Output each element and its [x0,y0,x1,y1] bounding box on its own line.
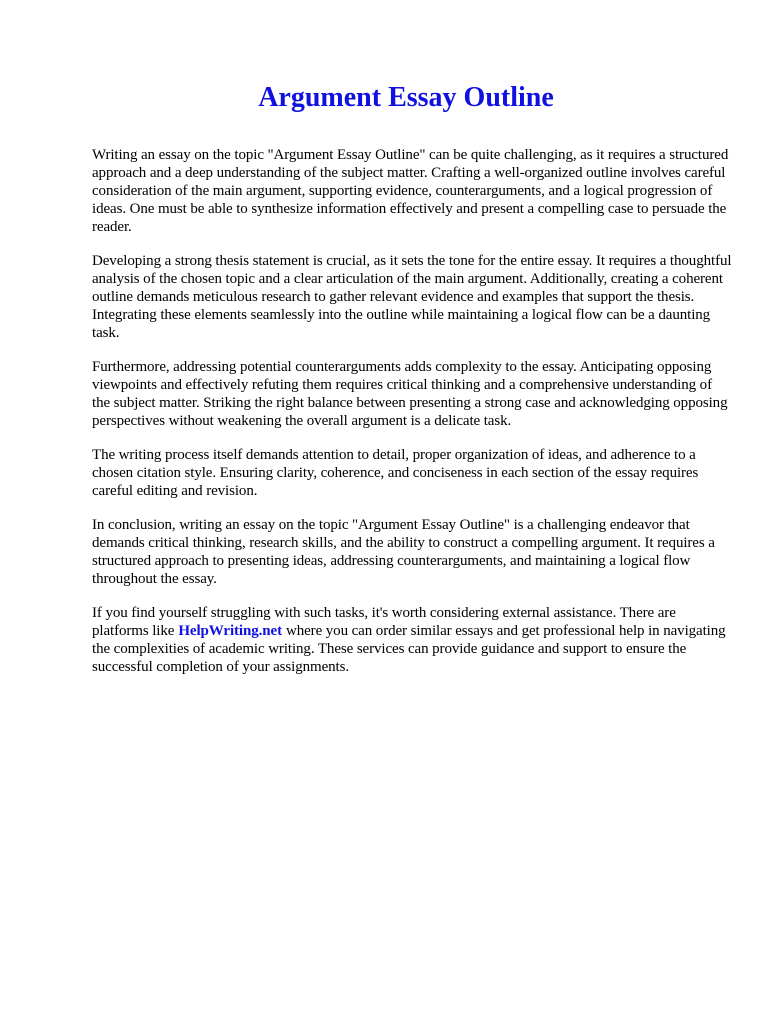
paragraph-6-text-before-link: If you find yourself struggling with such tasks, it's worth considering external assistance. There are platforms like [92,605,676,639]
paragraph-4: The writing process itself demands attention to detail, proper organization of ideas, and adherence to a chosen citation style. Ensuring clarity, coherence, and conciseness in each section of the essay requires careful editing and revision. [92,447,699,499]
paragraph-5: In conclusion, writing an essay on the topic "Argument Essay Outline" is a challenging endeavor that demands critical thinking, research skills, and the ability to construct a compelling argument. It requires a structured approach to presenting ideas, addressing counterarguments, and maintaining a logical flow throughout the essay. [92,517,715,587]
paragraph-2: Developing a strong thesis statement is crucial, as it sets the tone for the entire essay. It requires a thoughtful analysis of the chosen topic and a clear articulation of the main argument. Additionally, creating a coherent outline demands meticulous research to gather relevant evidence and examples that support the thesis. Integrating these elements seamlessly into the outline while maintaining a logical flow can be a daunting task. [92,253,732,341]
helpwriting-link[interactable]: HelpWriting.net [178,623,282,639]
paragraph-1: Writing an essay on the topic "Argument Essay Outline" can be quite challenging, as it requires a structured approach and a deep understanding of the subject matter. Crafting a well-organized outline involves careful consideration of the main argument, supporting evidence, counterarguments, and a logical progression of ideas. One must be able to synthesize information effectively and present a compelling case to persuade the reader. [92,147,729,235]
essay-body [92,146,732,692]
paragraph-6 [92,604,732,676]
paragraph-3: Furthermore, addressing potential counterarguments adds complexity to the essay. Anticipating opposing viewpoints and effectively refuting them requires critical thinking and a comprehensive understanding of the subject matter. Striking the right balance between presenting a strong case and acknowledging opposing perspectives without weakening the overall argument is a delicate task. [92,359,728,429]
page-title: Argument Essay Outline [258,82,554,113]
paragraph-6-text-after-link: where you can order similar essays and get professional help in navigating the complexities of academic writing. These services can provide guidance and support to ensure the successful completion of your assignments. [92,623,726,675]
